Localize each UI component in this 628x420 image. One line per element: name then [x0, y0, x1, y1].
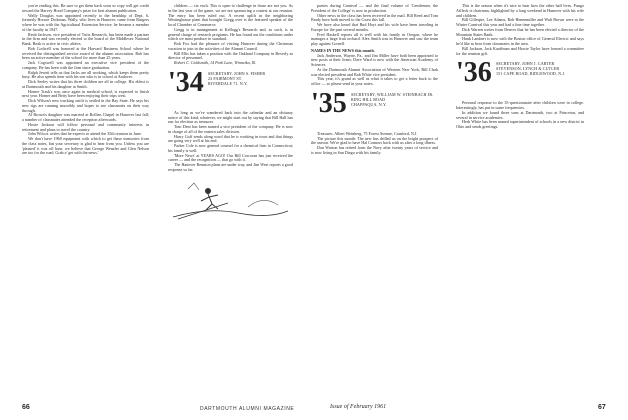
paragraph: parties during Carnival — and the final volume of 'Gentlemen, the President of the College' is now in production. [311, 3, 438, 13]
paragraph: Other news in the class has been received in the mail. Bill Reed and Tom Brady have both moved to the Coast this fall. [311, 12, 438, 23]
secretary-line: CHAPPAQUA, N.Y. [351, 101, 387, 107]
paragraph: This year, it's grand as well as what it takes to get a letter back to the office — so please send in your notes. [311, 76, 438, 86]
skier-illustration [168, 177, 293, 221]
paragraph: The Hanover Reunion plans are under way, and Jim West reports a good response so far. [168, 162, 293, 172]
column-1 [22, 4, 149, 156]
names-in-news-title: NAMES IN THE NEWS this month. [311, 47, 375, 53]
paragraph: Ralph Jewett tells us that Jacks are all working, which keeps them pretty busy. He also spends time with his son who is in school at Andover. [22, 69, 149, 80]
column-2-text-2 [168, 111, 293, 173]
paragraph: Tom Dent has been named a vice president of the company. He is now in charge of all of the eastern sales division. [168, 124, 293, 134]
class-heading-36 [456, 57, 584, 98]
class-year: '36 [456, 57, 492, 89]
class-heading-34 [168, 66, 293, 108]
paragraph: Homer Trask's son, once again in medical school, is expected to finish next year. Homer and Betty have been enjoying their trips west. [22, 88, 149, 99]
class-secretary-block [496, 62, 584, 77]
paragraph: Wally Douglas was appointed recently to the headship of Dept. 6, formerly Horace Dickman. Wally, who lives in Hanover, came from Rutgers where he was with the Agricultural Extension Service; he became a member of the faculty in 1947. [22, 12, 149, 32]
class-heading-35 [311, 87, 438, 129]
paragraph: In addition we found three sons at Dartmouth, two at Princeton, and several in service academies. [456, 109, 584, 120]
column-4-text [456, 4, 584, 56]
paragraph: Al Brown's daughter was married at Rollins Chapel in Hanover last fall; a number of classmates attended the reception afterwards. [22, 112, 149, 122]
secretary-line: STEVENSON, LYNCH & CUTLER [496, 66, 560, 72]
paragraph: Jack Cogswell was appointed an executive vice president of the company. He has been with the firm since graduation. [22, 60, 149, 70]
paragraph: John Wilcox writes that he expects to attend the 35th reunion in June. [28, 131, 142, 137]
paragraph: Jack Anderson, Wayne, Pa., and Jim Miller have both been appointed to new posts at their firms; Dave Ward is now with the American Academy of Sciences. [311, 52, 438, 67]
paragraph: Personal response to the 35-questionnaire after children were in college. Interestingly, has put in some frequencies. [456, 100, 584, 110]
secretary-line: RIVERDALE 71, N.Y. [208, 80, 248, 86]
issue-label: Issue of February 1961 [330, 404, 387, 410]
column-2-text [168, 4, 293, 61]
paragraph: Dick Warren writes from Denver that he has been elected a director of the Mountain States Bank. [456, 26, 584, 37]
paragraph: Parker Cole is now general counsel for a chemical firm in Connecticut; his family is well. [168, 143, 293, 153]
class-secretary-block [208, 72, 293, 87]
paragraph: Don Watson has retired from the Navy after twenty years of service and is now living in San Diego with his family. [311, 145, 438, 155]
paragraph: The picture this month: The new bus drilled us on the bright prospect of the season. We're glad to have Hal Connors back with us after a long illness. [311, 135, 438, 146]
secretary-line: 23 FAIRMONT ST. [208, 75, 243, 81]
class-year: '35 [311, 87, 347, 119]
paragraph: Bob Fox had the pleasure of visiting Hanover during the Christmas vacation to join in the activities of the Alumni Council. [168, 41, 293, 51]
secretary-line: 151 CAPE ROAD, RIDGEWOOD, N.J. [496, 71, 566, 77]
column-2 [168, 4, 293, 227]
paragraph: Hoxie Jackson will follow personal and community interests in retirement and plans to travel the country. [22, 121, 149, 132]
class-secretary-block [351, 93, 438, 108]
column-4 [456, 4, 584, 130]
paragraph: At the Dartmouth Alumni Association of Western New York, Bill Clark was elected president and Bob White vice president. [311, 66, 438, 77]
secretary-line: RING HILL ROAD [351, 96, 386, 102]
paragraph: Reub Jackson, vice president of Tufts Research, has been made a partner in the firm and was recently elected to the board of the Middlesex National Bank. Reub is active in civic affairs. [22, 31, 149, 46]
column-4-text-2 [456, 101, 584, 130]
paragraph: Dick Wilson's new trucking outfit is settled in the Bay State. He says his new rigs are running smoothly and hopes to see classmates on their way through. [22, 98, 149, 113]
paragraph: Harry Goff sends along word that he is working in town and that things are going very well at his end. [168, 133, 293, 144]
paragraph: Treasurer, Albert Weinberg, 75 Forest Avenue, Cranford, N.J. [317, 130, 418, 136]
paragraph: Herb White has been named superintendent of schools in a new district in Ohio and sends greetings. [456, 119, 584, 129]
paragraph: Dick Seeley writes that his three children are all in college. His eldest is at Dartmouth and his daughter at Smith. [22, 79, 149, 89]
paragraph: We have also heard that Bud Hoyt and his wife have been traveling in Europe for the past several months. [311, 22, 438, 32]
paragraph: Hank Lambert is now with the Boston office of General Electric and says he'd like to hear from classmates in the area. [456, 36, 584, 46]
paragraph: Gregg is in management at Kellogg's Research and, as such, is in general charge of research programs. He has found out the conditions under which we must produce to standard. [168, 26, 293, 42]
paragraph: We don't have 1960 equipment with which to get these memories from the class notes, but your secretary is glad to hear from you. Unless you are 'pleased' it was off base, we believe that George Wenzler and Glen Nelson are too for the road. Grab a 'get with the news.' [22, 136, 149, 156]
column-3-text [311, 4, 438, 47]
class-year: '34 [168, 66, 204, 98]
skier-drawing [168, 177, 293, 221]
paragraph: Bill Jackson, Jack Kauffman and Howie Taylor have formed a committee for the reunion gift. [456, 45, 584, 56]
paragraph: Bill Gillespie, Lee Adams, Rob Hennemiller and Walt Brown were at the Winter Carnival this year and had a fine time together. [456, 17, 584, 27]
paragraph: This is the season when it's nice to hear how the other half lives. Pungo Affleck is chairman, highlighted by a long weekend in Hanover with his wife and children. [456, 3, 584, 18]
column-1-text [22, 4, 149, 156]
column-3-text-2 [311, 54, 438, 87]
paragraph: children — six each. This is open to challenge in those are not you. As in the last year of the game, we are not sponsoring a contest at our reunion. The entry has been ruled out. A recent uplift in the neighboring Westinghouse plant that brought Gregg over is the featured speaker of the local Chamber of Commerce. [168, 3, 293, 27]
secretary-line: SECRETARY, JOHN S. FISHER [208, 70, 266, 76]
secretary-line: SECRETARY, JOHN J. CARTER [496, 61, 555, 67]
paragraph: As long as we've wandered back into the calendar and an obituary notice of this kind, whatever, we might start out by saying that Bill Hall has run for election as treasurer. [168, 109, 293, 125]
secretary-line: SECRETARY, WILLIAM W. STEINBACH JR. [351, 91, 434, 97]
paragraph: Fred Haskell reports all is well with his family in Oregon, where he manages a large fruit orchard. Alex Smith was in Hanover and saw the team play against Cornell. [311, 31, 438, 46]
magazine-title: DARTMOUTH ALUMNI MAGAZINE [200, 406, 295, 412]
page-number-left: 66 [22, 404, 30, 411]
address-line: Robert C. Goldsmith, 14 Park Lane, Winnetka, Ill. [174, 60, 257, 65]
column-3-text-3 [311, 132, 438, 156]
column-3 [311, 4, 438, 156]
paragraph: Bill Ellis has taken a position with the Oakland Company in Beverly as director of personnel. [168, 50, 293, 61]
paragraph: 'More News' at YEARS AGO! Our Bill Corcoran has just received the career — and the recognition — that go with it. [168, 152, 293, 163]
paragraph: Bob Cockrell was honored at the Harvard Business School where he received the distinguished service award of the alumni association. Bob has been an active member of the school for more than 25 years. [22, 45, 149, 61]
page-number-right: 67 [598, 404, 606, 411]
paragraph: you're reading this. Be sure to get them back soon so copy will get credit toward the Harvey Hood Company's prize for best alumni publication. [22, 3, 149, 13]
